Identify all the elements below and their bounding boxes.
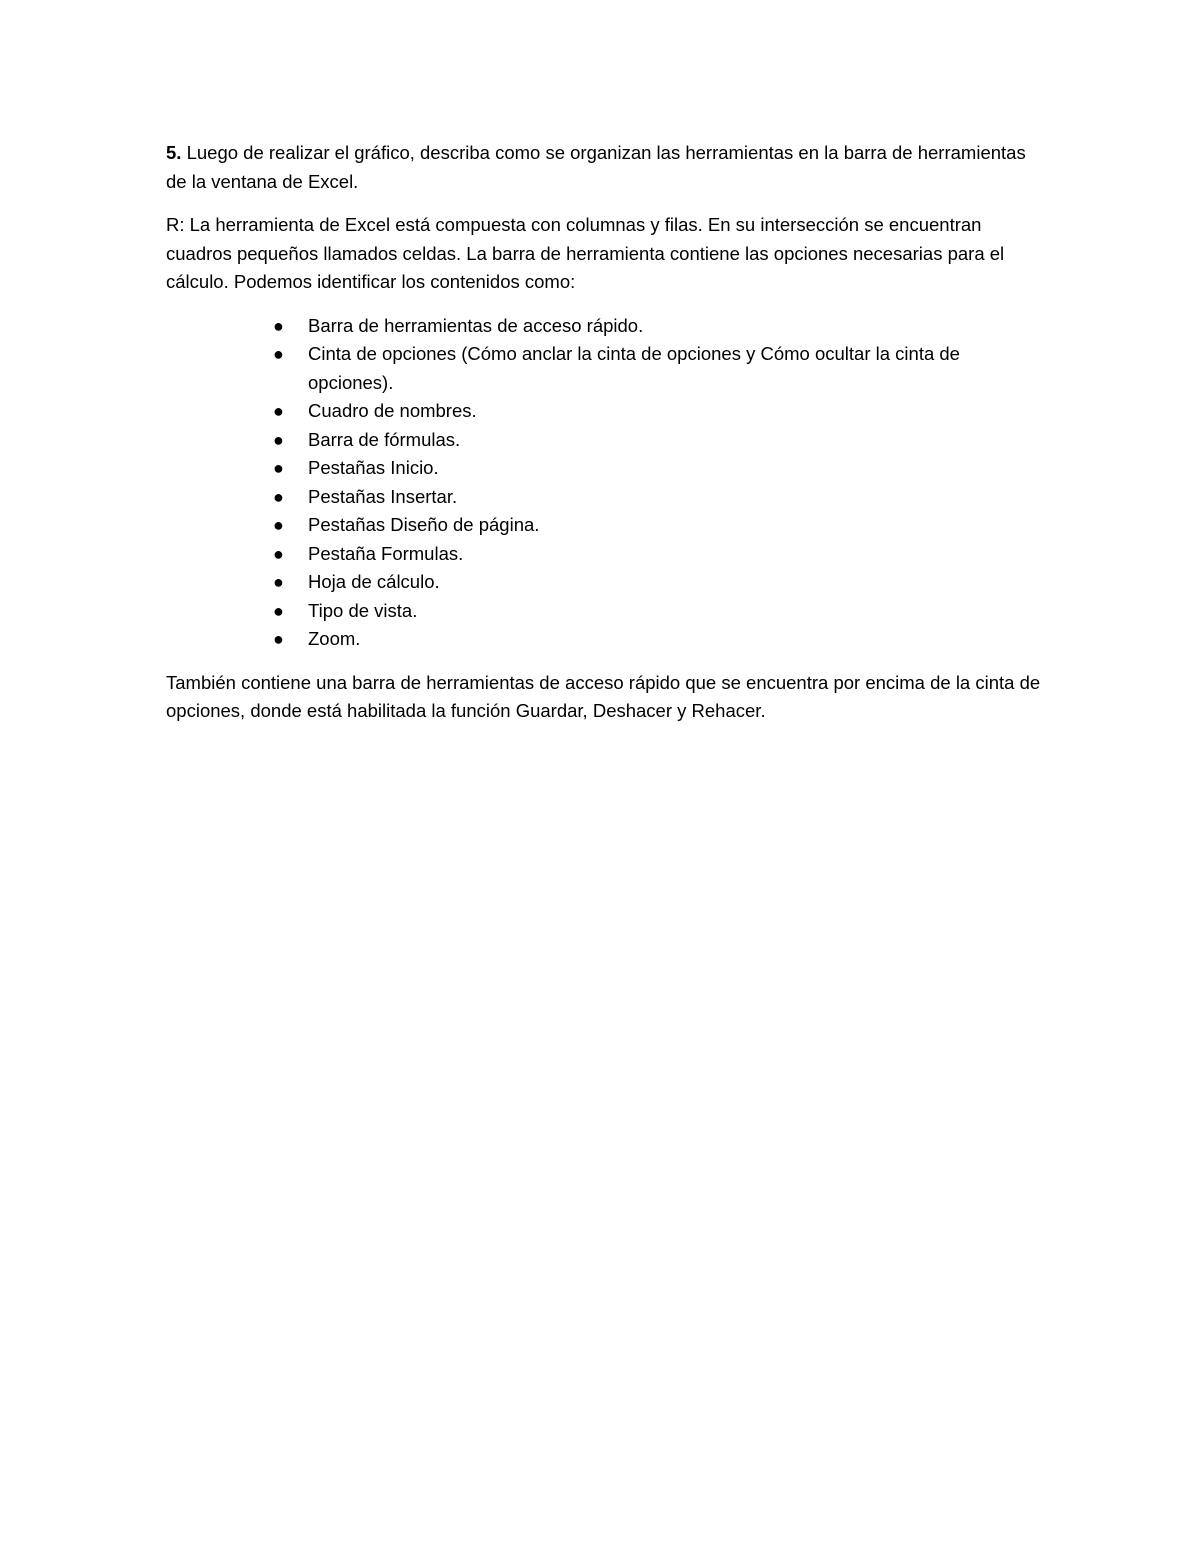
list-item: ● Pestañas Diseño de página. — [308, 511, 1046, 540]
list-item: ● Pestañas Inicio. — [308, 454, 1046, 483]
contents-list — [166, 312, 1046, 654]
bullet-icon: ● — [273, 429, 284, 450]
question-text: Luego de realizar el gráfico, describa como se organizan las herramientas en la barra de herramientas de la ventana de Excel. — [166, 142, 1026, 192]
document-body — [166, 139, 1046, 741]
question-paragraph — [166, 139, 1046, 196]
list-item: ● Cinta de opciones (Cómo anclar la cinta de opciones y Cómo ocultar la cinta de opciones). — [308, 340, 1046, 397]
bullet-icon: ● — [273, 515, 284, 535]
list-item: ● Pestañas Insertar. — [308, 483, 1046, 512]
bullet-icon: ● — [273, 629, 284, 649]
bullet-icon: ● — [273, 572, 284, 592]
bullet-icon: ● — [273, 458, 284, 478]
bullet-icon: ● — [273, 344, 284, 364]
list-item: ● Pestaña Formulas. — [308, 540, 1046, 569]
list-item: ● Tipo de vista. — [308, 597, 1046, 626]
bullet-icon: ● — [273, 543, 284, 564]
bullet-icon: ● — [273, 486, 284, 507]
list-item: ● Barra de fórmulas. — [308, 426, 1046, 455]
answer-intro: R: La herramienta de Excel está compuesta con columnas y filas. En su intersección se encuentran cuadros pequeños llamados celdas. La barra de herramienta contiene las opciones necesarias para el cálculo. Podemos identificar los contenidos como: — [166, 214, 1005, 292]
list-item: ● Cuadro de nombres. — [308, 397, 1046, 426]
answer-closing: También contiene una barra de herramientas de acceso rápido que se encuentra por encima de la cinta de opciones, donde está habilitada la función Guardar, Deshacer y Rehacer. — [166, 671, 1041, 721]
bullet-icon: ● — [273, 315, 284, 336]
list-item: ● Hoja de cálculo. — [308, 568, 1046, 597]
bullet-icon: ● — [273, 600, 284, 621]
list-item: ● Zoom. — [308, 625, 1046, 654]
bullet-icon: ● — [273, 401, 284, 421]
list-item: ● Barra de herramientas de acceso rápido. — [308, 312, 1046, 341]
question-number: 5. — [166, 142, 182, 163]
